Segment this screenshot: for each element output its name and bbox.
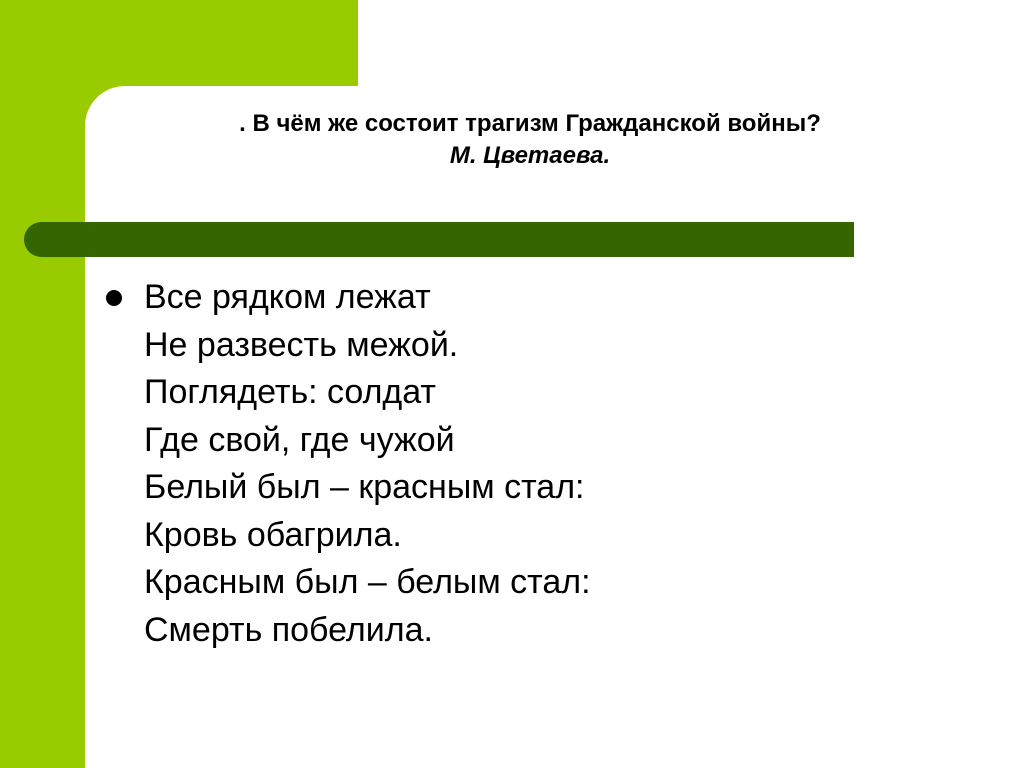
poem-line: Поглядеть: солдат	[144, 373, 437, 411]
poem-text	[144, 274, 864, 654]
divider-bar	[24, 222, 854, 257]
poem-line: Кровь обагрила.	[144, 515, 402, 554]
poem-line: Смерть побелила.	[144, 610, 433, 649]
title-author: М. Цветаева.	[449, 142, 611, 169]
poem-line: Все рядком лежат	[144, 278, 431, 316]
slide-title	[150, 108, 910, 172]
poem-line: Красным был – белым стал:	[144, 563, 591, 601]
poem-line: Белый был – красным стал:	[144, 468, 585, 506]
bullet-icon	[106, 290, 122, 306]
title-question: . В чём же состоит трагизм Гражданской войны?	[239, 110, 821, 137]
green-frame-left	[0, 0, 85, 768]
poem-line: Не развесть межой.	[144, 325, 459, 364]
poem-line: Где свой, где чужой	[144, 420, 455, 459]
